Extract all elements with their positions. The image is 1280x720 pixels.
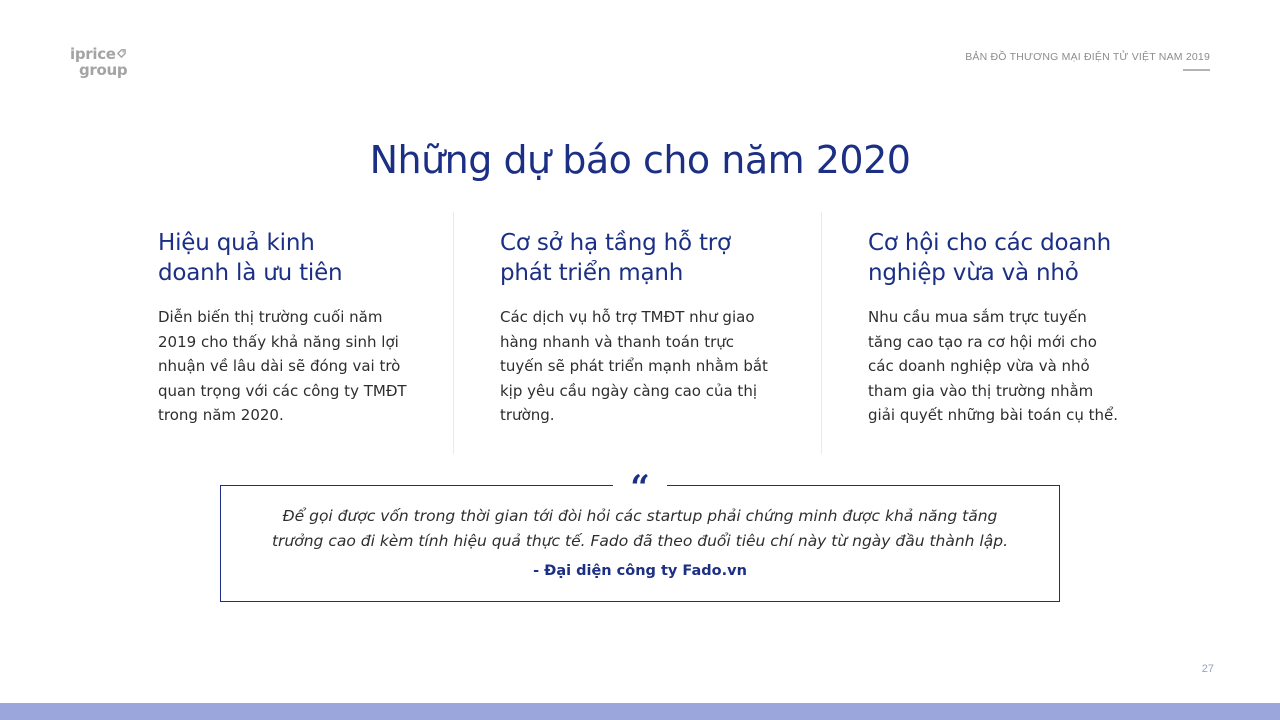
column-heading-line: phát triển mạnh [500, 260, 684, 286]
column-body-line: hàng nhanh và thanh toán trực [500, 332, 735, 351]
forecast-column-2 [500, 228, 768, 428]
column-body-line: nhuận về lâu dài sẽ đóng vai trò [158, 357, 401, 375]
column-body [868, 305, 1118, 428]
column-body [158, 305, 407, 428]
column-divider [821, 212, 822, 454]
report-title: BẢN ĐỒ THƯƠNG MẠI ĐIỆN TỬ VIỆT NAM 2019 [965, 51, 1210, 63]
column-divider [453, 212, 454, 454]
column-body-line: tuyến sẽ phát triển mạnh nhằm bắt [500, 357, 768, 375]
iprice-group-logo [70, 46, 127, 78]
column-heading-line: Hiệu quả kinh [158, 230, 315, 256]
logo-text-iprice: iprice [70, 45, 116, 63]
column-body-line: các doanh nghiệp vừa và nhỏ [868, 357, 1090, 375]
column-heading [158, 228, 407, 288]
footer-bar [0, 703, 1280, 720]
column-body-line: trong năm 2020. [158, 406, 284, 424]
quote-text [220, 504, 1060, 554]
column-heading-line: doanh là ưu tiên [158, 260, 343, 286]
column-body-line: tăng cao tạo ra cơ hội mới cho [868, 332, 1097, 351]
quote-line: trưởng cao đi kèm tính hiệu quả thực tế. Fado đã theo đuổi tiêu chí này từ ngày đầu thành lập. [271, 532, 1009, 550]
column-body-line: Diễn biến thị trường cuối năm [158, 308, 383, 326]
column-body [500, 305, 768, 428]
column-body-line: 2019 cho thấy khả năng sinh lợi [158, 332, 399, 351]
column-body-line: Nhu cầu mua sắm trực tuyến [868, 308, 1087, 326]
quote-author: - Đại diện công ty Fado.vn [533, 563, 747, 579]
column-heading-line: Cơ sở hạ tầng hỗ trợ [500, 230, 731, 256]
column-heading-line: nghiệp vừa và nhỏ [868, 260, 1079, 286]
quote-mark-icon: “ [613, 470, 667, 498]
column-body-line: trường. [500, 406, 555, 424]
column-body-line: giải quyết những bài toán cụ thể. [868, 406, 1118, 424]
column-body-line: quan trọng với các công ty TMĐT [158, 381, 407, 400]
column-heading [868, 228, 1118, 288]
column-body-line: kịp yêu cầu ngày càng cao của thị [500, 381, 757, 400]
forecast-column-3 [868, 228, 1118, 428]
page-number: 27 [1201, 663, 1214, 675]
header-rule [1183, 69, 1210, 71]
column-heading [500, 228, 768, 288]
page-title: Những dự báo cho năm 2020 [369, 138, 911, 182]
logo-text-group: group [79, 61, 128, 79]
price-tag-icon [117, 49, 126, 58]
quote-line: Để gọi được vốn trong thời gian tới đòi hỏi các startup phải chứng minh được khả năng tăng [282, 507, 998, 525]
column-heading-line: Cơ hội cho các doanh [868, 230, 1112, 256]
column-body-line: Các dịch vụ hỗ trợ TMĐT như giao [500, 308, 755, 326]
forecast-column-1 [158, 228, 407, 428]
column-body-line: tham gia vào thị trường nhằm [868, 381, 1094, 400]
